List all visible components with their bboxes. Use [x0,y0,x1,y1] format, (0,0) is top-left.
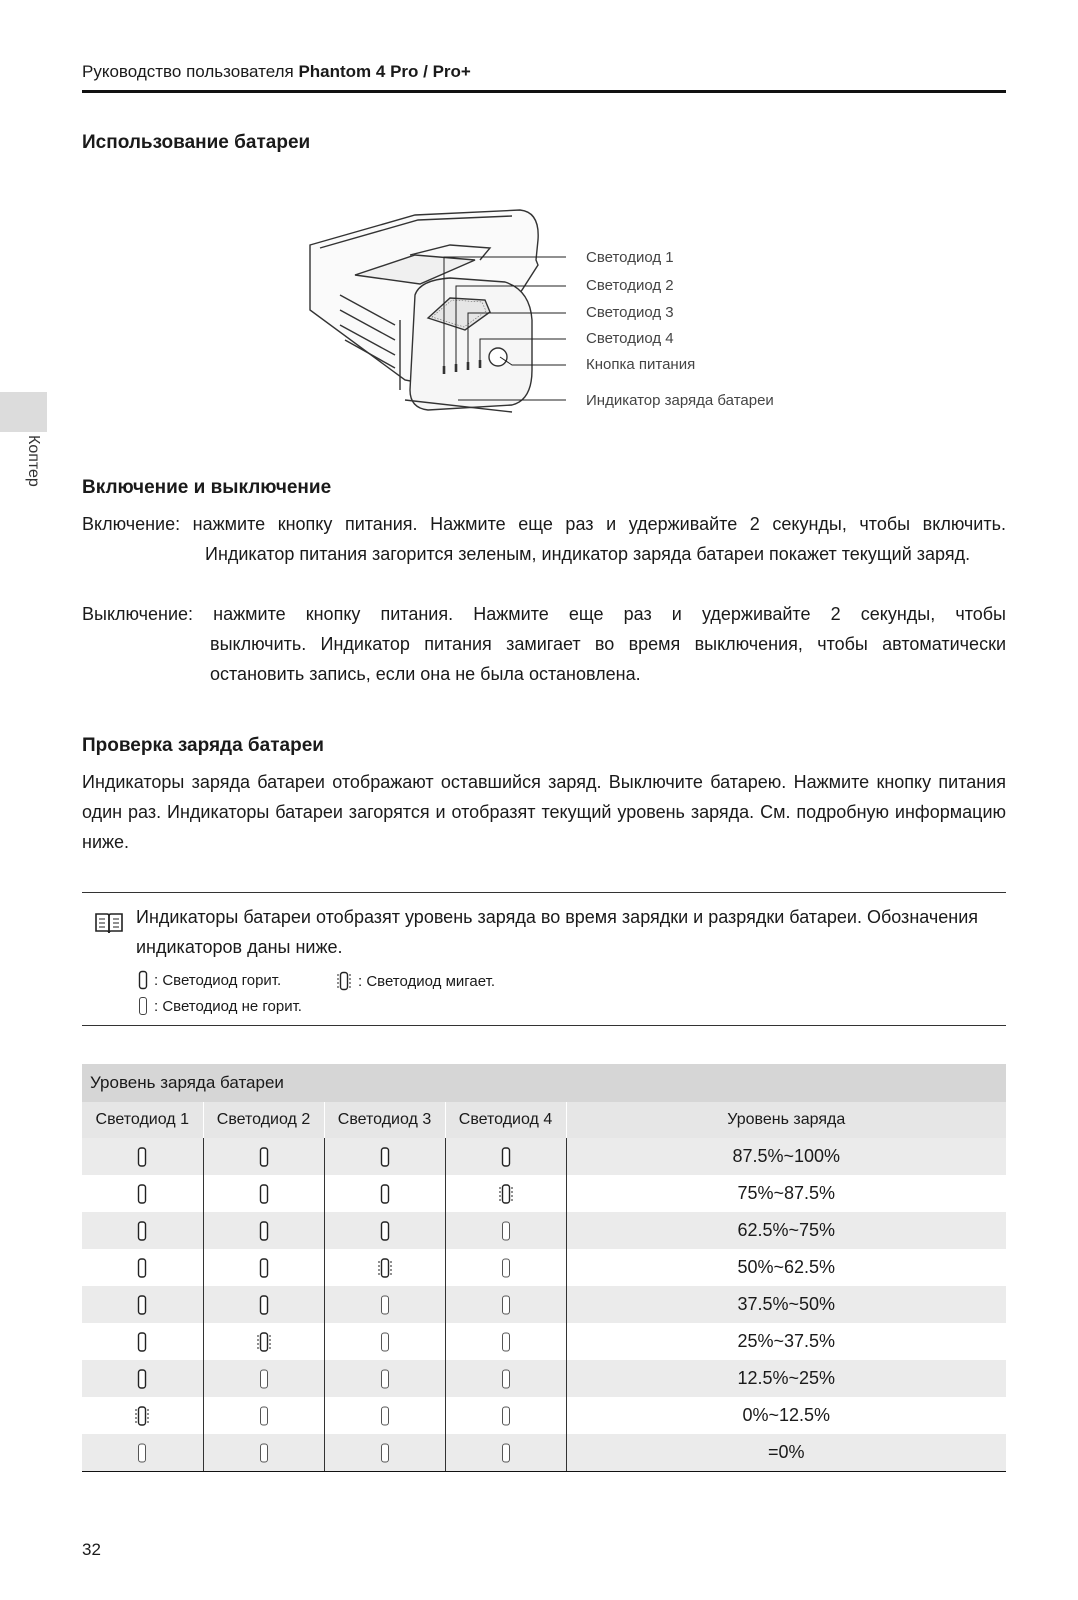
table-row [82,1286,1006,1323]
table-row [82,1212,1006,1249]
section-title-battery-usage: Использование батареи [82,132,311,153]
led-off-icon [259,1404,269,1424]
charge-level-cell: 0%~12.5% [742,1405,831,1425]
led-1-cell [82,1360,203,1397]
charge-level-cell: 75%~87.5% [737,1183,836,1203]
section-title-check-level: Проверка заряда батареи [82,735,324,756]
table-header-led-3: Светодиод 3 [324,1102,445,1138]
led-1-cell [82,1323,203,1360]
legend-led-on-label: : Светодиод горит. [154,971,282,989]
page-number: 32 [82,1540,101,1559]
led-off-icon [380,1441,390,1461]
led-off-icon [501,1293,511,1313]
led-2-cell [203,1360,324,1397]
legend-led-blink-label: : Светодиод мигает. [358,972,495,990]
led-on-icon [138,970,148,990]
power-off-line [82,599,1006,629]
charge-level-cell: 37.5%~50% [566,1286,1006,1323]
table-row [82,1360,1006,1397]
led-off-icon [259,1367,269,1387]
section-title-power: Включение и выключение [82,477,332,498]
led-3-cell [324,1434,445,1472]
product-name: Phantom 4 Pro / Pro+ [298,62,471,81]
charge-level-cell: =0% [566,1434,1006,1472]
charge-level-cell: 25%~37.5% [737,1331,836,1351]
led-4-cell [445,1175,566,1212]
manual-title-prefix: Руководство пользователя [82,62,299,81]
callout-led-2: Светодиод 2 [586,277,674,294]
led-blink-icon [336,970,352,992]
led-on-icon [259,1256,269,1276]
led-on-icon [259,1219,269,1239]
led-2-cell [203,1434,324,1472]
led-on-icon [137,1367,147,1387]
led-1-cell [82,1212,203,1249]
led-3-cell [324,1360,445,1397]
led-3-cell [324,1212,445,1249]
led-3-cell [324,1138,445,1175]
led-1-cell [82,1434,203,1472]
power-off-continued: выключить. Индикатор питания замигает во время выключения, чтобы автоматически остановить запись, если она не была остановлена. [210,634,1006,684]
led-2-cell [203,1286,324,1323]
led-2-cell [203,1212,324,1249]
led-2-cell [203,1397,324,1434]
power-on-term: Включение: [82,514,181,534]
led-on-icon [380,1145,390,1165]
led-off-icon [138,996,148,1016]
led-4-cell [445,1360,566,1397]
power-on-line [82,509,1006,539]
led-1-cell [82,1249,203,1286]
led-off-icon [501,1367,511,1387]
chapter-label: Коптер [25,435,42,487]
check-level-paragraph: Индикаторы заряда батареи отображают оставшийся заряд. Выключите батарею. Нажмите кнопку питания один раз. Индикаторы батареи загорятся и отобразят текущий уровень заряда. См. подробную информацию ниже. [82,772,1006,852]
led-2-cell [203,1249,324,1286]
led-4-cell [445,1434,566,1472]
power-off-term: Выключение: [82,604,194,624]
table-body [82,1138,1006,1472]
led-1-cell [82,1138,203,1175]
led-off-icon [380,1404,390,1424]
led-4-cell [445,1323,566,1360]
led-on-icon [501,1145,511,1165]
led-on-icon [380,1182,390,1202]
led-on-icon [137,1293,147,1313]
led-off-icon [137,1441,147,1461]
led-3-cell [324,1249,445,1286]
led-2-cell [203,1138,324,1175]
led-3-cell [324,1286,445,1323]
led-blink-icon [377,1256,393,1276]
led-4-cell [445,1138,566,1175]
led-4-cell [445,1397,566,1434]
legend-led-off [138,996,302,1016]
note-top-rule [82,892,1006,893]
led-off-icon [501,1404,511,1424]
led-2-cell [203,1323,324,1360]
chapter-tab [0,392,47,432]
power-off-text: нажмите кнопку питания. Нажмите еще раз и удерживайте 2 секунды, чтобы [193,604,1006,624]
table-row [82,1175,1006,1212]
charge-level-cell: 87.5%~100% [566,1138,1006,1175]
legend-led-on [138,970,281,990]
led-off-icon [380,1330,390,1350]
table-row [82,1323,1006,1360]
led-off-icon [380,1293,390,1313]
led-blink-icon [256,1330,272,1350]
led-1-cell [82,1286,203,1323]
led-4-cell [445,1286,566,1323]
led-off-icon [501,1219,511,1239]
callout-led-4: Светодиод 4 [586,330,674,347]
charge-level-cell: 62.5%~75% [566,1212,1006,1249]
led-off-icon [501,1256,511,1276]
table-header-level: Уровень заряда [566,1102,1006,1138]
led-on-icon [137,1182,147,1202]
power-on-continued: Индикатор питания загорится зеленым, индикатор заряда батареи покажет текущий заряд. [205,544,971,564]
led-on-icon [259,1182,269,1202]
led-on-icon [137,1219,147,1239]
led-blink-icon [134,1404,150,1424]
led-on-icon [380,1219,390,1239]
legend-led-blink [336,970,495,992]
led-off-icon [380,1367,390,1387]
book-icon [94,911,124,940]
led-on-icon [137,1145,147,1165]
battery-level-table [82,1064,1006,1472]
table-row [82,1434,1006,1472]
led-on-icon [137,1256,147,1276]
callout-led-1: Светодиод 1 [586,249,674,266]
page-header [82,62,1006,82]
led-on-icon [137,1330,147,1350]
led-3-cell [324,1323,445,1360]
led-on-icon [259,1293,269,1313]
legend-led-off-label: : Светодиод не горит. [154,997,302,1015]
led-1-cell [82,1175,203,1212]
table-title: Уровень заряда батареи [82,1064,1006,1102]
table-header-led-4: Светодиод 4 [445,1102,566,1138]
led-4-cell [445,1249,566,1286]
led-1-cell [82,1397,203,1434]
callout-power-button: Кнопка питания [586,356,696,373]
led-3-cell [324,1397,445,1434]
table-row [82,1397,1006,1434]
table-row [82,1138,1006,1175]
led-off-icon [259,1441,269,1461]
led-on-icon [259,1145,269,1165]
callout-led-3: Светодиод 3 [586,304,674,321]
table-header-led-1: Светодиод 1 [82,1102,203,1138]
charge-level-cell: 50%~62.5% [737,1257,836,1277]
table-header-row [82,1102,1006,1138]
table-header-led-2: Светодиод 2 [203,1102,324,1138]
charge-level-cell: 12.5%~25% [566,1360,1006,1397]
led-3-cell [324,1175,445,1212]
led-off-icon [501,1441,511,1461]
led-2-cell [203,1175,324,1212]
led-4-cell [445,1212,566,1249]
led-blink-icon [498,1182,514,1202]
header-rule [82,90,1006,93]
note-bottom-rule [82,1025,1006,1026]
note-text: Индикаторы батареи отобразят уровень заряда во время зарядки и разрядки батареи. Обозначения индикаторов даны ниже. [136,907,979,957]
callout-charge-indicator: Индикатор заряда батареи [586,392,774,409]
led-off-icon [501,1330,511,1350]
table-row [82,1249,1006,1286]
battery-illustration [300,200,820,440]
power-on-text: нажмите кнопку питания. Нажмите еще раз и удерживайте 2 секунды, чтобы включить. [180,514,1006,534]
